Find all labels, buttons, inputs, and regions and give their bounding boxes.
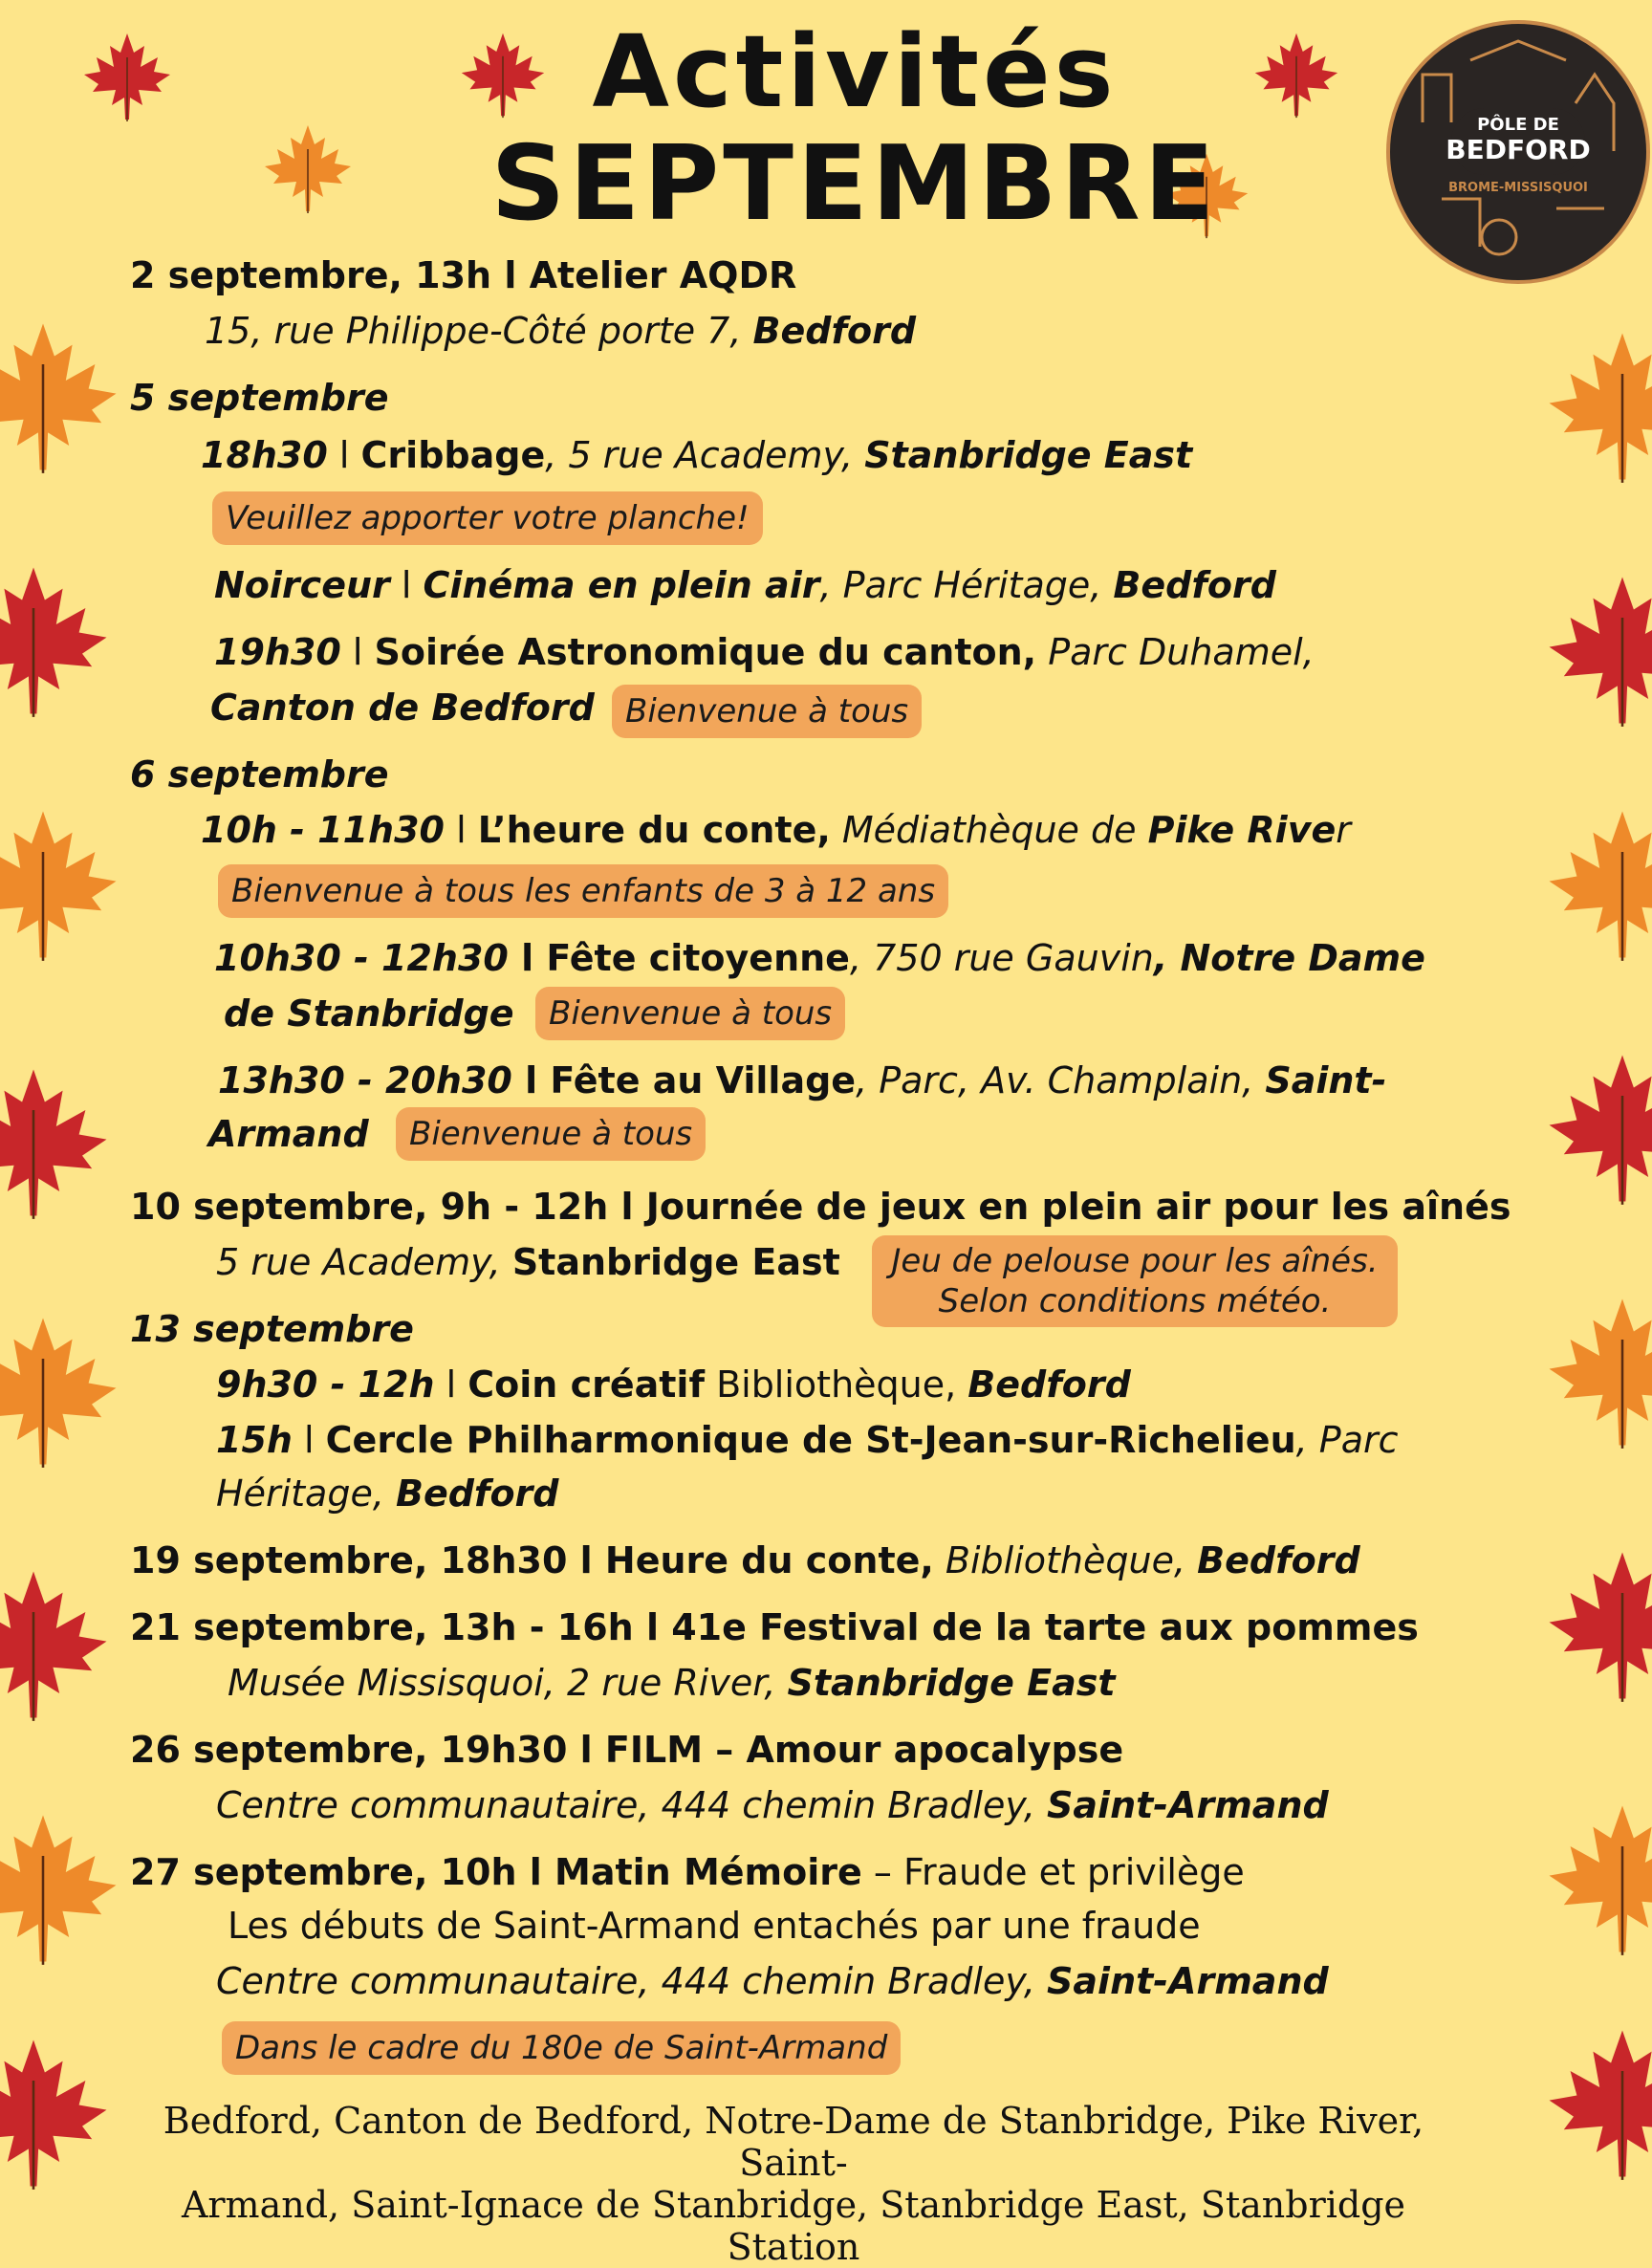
event-location: Centre communautaire, 444 chemin Bradley, Saint-Armand <box>216 1960 1329 2002</box>
event-town: Canton de Bedford <box>210 687 595 729</box>
event-line: 10h30 - 12h30 l Fête citoyenne, 750 rue Gauvin, Notre Dame <box>214 937 1425 979</box>
event-date: 13 septembre <box>130 1308 414 1350</box>
footer-municipalities: Bedford, Canton de Bedford, Notre-Dame de Stanbridge, Pike River, Saint- Armand, Saint-Ignace de Stanbridge, Stanbridge East, Stanbridge Station <box>163 2100 1424 2268</box>
event-location: Musée Missisquoi, 2 rue River, Stanbridge East <box>228 1662 1116 1704</box>
maple-leaf-icon <box>1541 1014 1652 1243</box>
maple-leaf-icon <box>0 774 124 994</box>
event-town: de Stanbridge <box>224 992 514 1035</box>
logo-arc-text: BROME-MISSISQUOI <box>1448 181 1588 195</box>
event-location: 5 rue Academy, Stanbridge East <box>216 1241 840 1283</box>
event-note-badge: Bienvenue à tous les enfants de 3 à 12 ans <box>218 864 948 918</box>
maple-leaf-icon <box>0 526 115 755</box>
maple-leaf-icon <box>1541 296 1652 516</box>
event-note-badge: Veuillez apporter votre planche! <box>212 491 763 545</box>
maple-leaf-icon <box>1541 1511 1652 1740</box>
event-line: 18h30 l Cribbage, 5 rue Academy, Stanbridge East <box>201 434 1193 476</box>
maple-leaf-icon <box>1541 1769 1652 1989</box>
maple-leaf-icon <box>1541 1262 1652 1482</box>
event-line: 15h l Cercle Philharmonique de St-Jean-sur-Richelieu, Parc <box>216 1419 1399 1461</box>
event-location: Centre communautaire, 444 chemin Bradley, Saint-Armand <box>216 1784 1329 1826</box>
event-note-badge: Dans le cadre du 180e de Saint-Armand <box>222 2021 901 2075</box>
event-town: Armand <box>208 1113 369 1155</box>
event-location: Héritage, Bedford <box>216 1472 559 1515</box>
event-date: 6 septembre <box>130 753 389 796</box>
event-heading: 21 septembre, 13h - 16h l 41e Festival de la tarte aux pommes <box>130 1606 1419 1648</box>
maple-leaf-icon <box>0 1530 115 1759</box>
event-line: 19h30 l Soirée Astronomique du canton, Parc Duhamel, <box>214 631 1315 673</box>
pole-de-bedford-logo <box>1384 17 1652 287</box>
maple-leaf-icon <box>0 1778 124 1998</box>
maple-leaf-icon <box>0 1281 124 1501</box>
logo-name-text: BEDFORD <box>1446 134 1591 165</box>
maple-leaf-icon <box>1541 535 1652 765</box>
event-description: Les débuts de Saint-Armand entachés par une fraude <box>228 1905 1201 1947</box>
event-line: 10h - 11h30 l L’heure du conte, Médiathèque de Pike River <box>201 809 1351 851</box>
event-heading: 27 septembre, 10h l Matin Mémoire – Fraude et privilège <box>130 1851 1245 1893</box>
maple-leaf-icon <box>1541 1998 1652 2209</box>
event-note-badge: Bienvenue à tous <box>535 987 845 1040</box>
maple-leaf-icon <box>0 1023 115 1262</box>
event-heading: 19 septembre, 18h30 l Heure du conte, Bibliothèque, Bedford <box>130 1539 1360 1581</box>
event-line: 13h30 - 20h30 l Fête au Village, Parc, Av. Champlain, Saint- <box>218 1059 1387 1101</box>
logo-top-text: PÔLE DE <box>1477 115 1559 135</box>
page-title: Activités <box>592 13 1118 130</box>
event-note-badge: Bienvenue à tous <box>612 685 922 738</box>
event-line: 9h30 - 12h l Coin créatif Bibliothèque, Bedford <box>216 1363 1131 1406</box>
maple-leaf-icon <box>0 2008 115 2218</box>
event-date: 5 septembre <box>130 377 389 419</box>
event-note-badge: Bienvenue à tous <box>396 1107 706 1161</box>
page-subtitle: SEPTEMBRE <box>490 124 1219 244</box>
event-heading: 26 septembre, 19h30 l FILM – Amour apocalypse <box>130 1729 1124 1771</box>
event-heading: 2 septembre, 13h l Atelier AQDR <box>130 254 797 296</box>
event-line: Noirceur l Cinéma en plein air, Parc Héritage, Bedford <box>214 564 1276 606</box>
event-heading: 10 septembre, 9h - 12h l Journée de jeux en plein air pour les aînés <box>130 1186 1511 1228</box>
event-note-badge: Jeu de pelouse pour les aînés. Selon conditions météo. <box>872 1235 1398 1327</box>
maple-leaf-icon <box>0 287 124 507</box>
event-location: 15, rue Philippe-Côté porte 7, Bedford <box>205 310 917 352</box>
maple-leaf-icon <box>1541 774 1652 994</box>
